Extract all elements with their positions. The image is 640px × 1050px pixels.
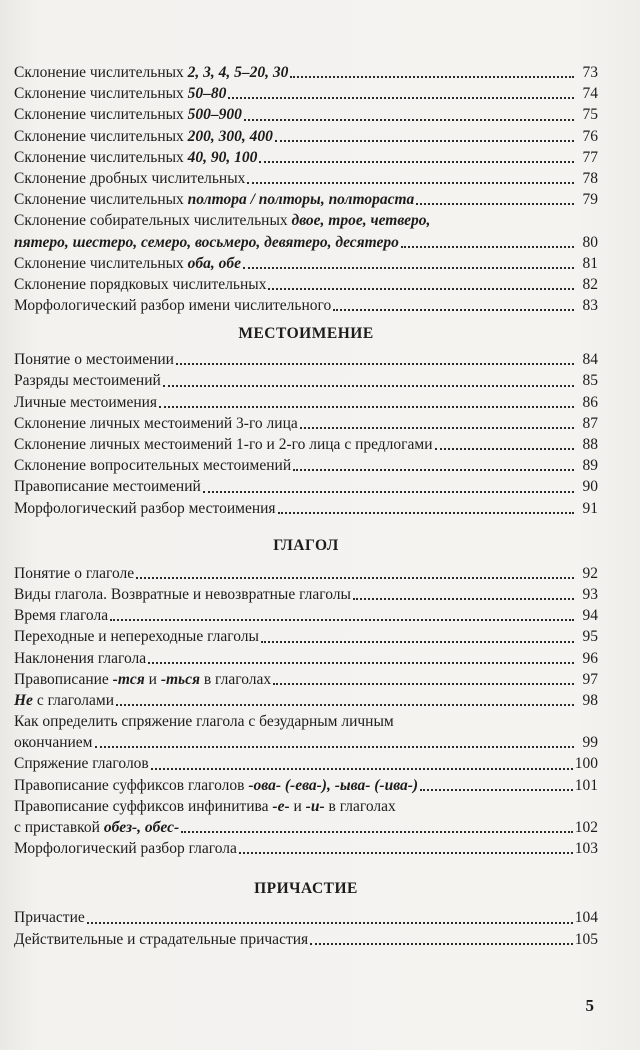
toc-entry <box>14 83 598 104</box>
dot-leader <box>151 768 573 770</box>
toc-entry-text: Личные местоимения <box>14 393 158 411</box>
toc-entry-title <box>14 295 331 316</box>
toc-entry-title <box>14 189 414 210</box>
toc-entry-title <box>14 796 396 817</box>
toc-entry-title <box>14 648 146 669</box>
toc-page-number: 76 <box>582 127 598 145</box>
dot-leader <box>163 385 574 387</box>
dot-leader <box>401 246 574 248</box>
toc-entry-emphasis: 2, 3, 4, 5–20, 30 <box>187 64 289 81</box>
toc-entry-text: Виды глагола. Возвратные и невозвратные глаголы <box>14 585 351 603</box>
dot-leader <box>310 943 573 945</box>
toc-page-number: 92 <box>582 564 598 582</box>
toc-page-number: 103 <box>574 840 598 858</box>
toc-entry <box>14 817 598 838</box>
toc-page-number: 85 <box>582 372 598 390</box>
dot-leader <box>435 448 575 450</box>
toc-entry-text: Морфологический разбор глагола <box>14 840 237 858</box>
toc-page-number: 104 <box>574 909 598 927</box>
toc-entry <box>14 796 598 817</box>
toc-entry-title <box>14 817 179 838</box>
toc-page-number: 102 <box>574 819 598 836</box>
toc-entry-text: Склонение числительных <box>14 148 188 166</box>
toc-entry-text: Правописание суффиксов инфинитива <box>14 797 273 815</box>
toc-entry <box>14 413 598 434</box>
dot-leader <box>116 704 574 706</box>
toc-page-number: 79 <box>582 191 598 209</box>
toc-entry-text: с глаголами <box>32 691 114 709</box>
toc-entry-text: Время глагола <box>14 607 109 625</box>
toc-entry-emphasis: 500–900 <box>187 106 242 124</box>
toc-entry-text: и <box>144 670 161 688</box>
toc-entry-title <box>14 605 108 626</box>
dot-leader <box>275 140 574 142</box>
toc-entry-emphasis: 40, 90, 100 <box>187 148 258 166</box>
dot-leader <box>87 922 573 924</box>
toc-entry-title <box>14 669 271 690</box>
toc-page-number: 97 <box>582 670 598 688</box>
toc-page-number: 95 <box>582 628 598 646</box>
toc-entry <box>14 775 598 796</box>
dot-leader <box>300 427 574 429</box>
toc-entry-title <box>14 753 149 774</box>
toc-entry-text: в глаголах <box>199 670 272 688</box>
toc-entry <box>14 605 598 626</box>
toc-page-number: 101 <box>574 776 598 794</box>
dot-leader <box>290 76 574 78</box>
toc-entry-title <box>14 476 201 497</box>
toc-page-number: 88 <box>582 436 598 453</box>
toc-entry-text: Правописание суффиксов глаголов <box>14 776 249 794</box>
toc-entry-text: Переходные и непереходные глаголы <box>14 628 259 646</box>
toc-entry-text: в глаголах <box>324 797 396 815</box>
toc-page-number: 84 <box>582 351 598 369</box>
toc-entry <box>14 455 598 476</box>
toc-entry-title <box>14 370 161 391</box>
toc-entry-text: Склонение числительных <box>14 106 188 124</box>
toc-entry-text: окончанием <box>14 734 93 752</box>
dot-leader <box>159 406 574 408</box>
toc-entry <box>14 104 598 125</box>
toc-entry-title <box>14 168 245 189</box>
toc-entry-title <box>14 626 259 647</box>
dot-leader <box>148 662 574 664</box>
toc-entry-text: Правописание <box>14 670 113 688</box>
toc-entry-text: Спряжение глаголов <box>14 755 149 773</box>
toc-entry-title <box>14 563 134 584</box>
toc-entry <box>14 711 598 732</box>
toc-entry-title <box>14 126 273 147</box>
toc-entry <box>14 147 598 168</box>
toc-page-number: 105 <box>574 930 598 948</box>
toc-entry-title <box>14 838 237 859</box>
toc-entry-title <box>14 147 257 168</box>
toc-entry <box>14 295 598 316</box>
section-heading: МЕСТОИМЕНИЕ <box>238 325 374 343</box>
dot-leader <box>278 512 574 514</box>
dot-leader <box>181 831 573 833</box>
toc-entry <box>14 434 598 455</box>
toc-entry <box>14 584 598 605</box>
toc-entry-title <box>14 929 308 950</box>
dot-leader <box>293 469 574 471</box>
toc-entry-text: Склонение дробных числительных <box>14 169 246 187</box>
toc-entry-text: Склонение числительных <box>14 127 188 145</box>
dot-leader <box>420 789 573 791</box>
dot-leader <box>244 119 574 121</box>
toc-page-number: 98 <box>582 691 598 709</box>
toc-entry-title <box>14 392 157 413</box>
toc-page-number: 78 <box>582 169 598 187</box>
toc-entry-emphasis: -ова- (-ева-), -ыва- (-ива-) <box>248 776 419 794</box>
toc-entry-text: Склонение порядковых числительных <box>14 275 267 293</box>
toc-entry <box>14 210 598 231</box>
toc-entry-text: Морфологический разбор имени числительного <box>14 297 332 315</box>
toc-entry-emphasis: оба, обе <box>187 254 242 272</box>
toc-entry <box>14 753 598 774</box>
dot-leader <box>247 182 574 184</box>
toc-entry-emphasis: 50–80 <box>187 85 227 103</box>
toc-entry-title <box>14 584 351 605</box>
toc-page-number: 74 <box>582 85 598 103</box>
dot-leader <box>273 683 574 685</box>
toc-entry <box>14 232 598 253</box>
toc-entry-text: Разряды местоимений <box>14 372 161 390</box>
toc-entry-title <box>14 349 174 370</box>
toc-entry <box>14 669 598 690</box>
toc-entry-emphasis: -и- <box>305 797 325 815</box>
toc-entry-emphasis: -ться <box>160 670 200 688</box>
table-of-contents <box>14 62 598 950</box>
dot-leader <box>95 746 575 748</box>
toc-page-number: 100 <box>574 755 598 773</box>
toc-entry <box>14 62 598 83</box>
toc-entry-text: Причастие <box>14 909 85 927</box>
dot-leader <box>353 598 574 600</box>
toc-entry-title <box>14 455 291 476</box>
dot-leader <box>228 97 574 99</box>
toc-entry <box>14 690 598 711</box>
toc-entry <box>14 253 598 274</box>
toc-entry-title <box>14 732 93 753</box>
toc-entry-text: Склонение числительных <box>14 64 188 81</box>
toc-page-number: 75 <box>582 106 598 124</box>
page-number: 5 <box>585 996 594 1015</box>
toc-page-number: 80 <box>582 233 598 251</box>
toc-entry-text: Склонение числительных <box>14 191 188 209</box>
toc-entry <box>14 626 598 647</box>
toc-entry-text: Понятие о глаголе <box>14 564 135 582</box>
toc-entry-title <box>14 690 114 711</box>
toc-entry-title <box>14 274 266 295</box>
toc-page-number: 90 <box>582 478 598 496</box>
toc-entry <box>14 274 598 295</box>
dot-leader <box>333 309 574 311</box>
toc-entry-emphasis: -тся <box>112 670 145 688</box>
toc-entry-text: Морфологический разбор местоимения <box>14 499 276 517</box>
dot-leader <box>136 577 574 579</box>
toc-entry-text: и <box>289 797 306 815</box>
section-heading: ПРИЧАСТИЕ <box>254 880 358 898</box>
toc-entry-emphasis: обез-, обес- <box>103 819 180 836</box>
dot-leader <box>261 641 574 643</box>
toc-page-number: 77 <box>582 148 598 166</box>
toc-entry-title <box>14 210 430 231</box>
toc-entry-text: Наклонения глагола <box>14 649 147 667</box>
toc-page-number: 99 <box>582 734 598 752</box>
toc-entry-emphasis: 200, 300, 400 <box>187 127 273 145</box>
toc-entry <box>14 732 598 753</box>
dot-leader <box>176 363 574 365</box>
toc-page-number: 83 <box>582 297 598 315</box>
toc-page-number: 89 <box>582 457 598 475</box>
toc-page-number: 91 <box>582 499 598 517</box>
dot-leader <box>203 491 574 493</box>
toc-page-number: 96 <box>582 649 598 667</box>
toc-entry-title <box>14 413 298 434</box>
toc-entry-text: Склонение числительных <box>14 85 188 103</box>
toc-entry-emphasis: Не <box>14 691 33 709</box>
toc-entry <box>14 907 598 928</box>
toc-page-number: 82 <box>582 275 598 293</box>
toc-entry-title <box>14 498 276 519</box>
toc-page-number: 73 <box>582 64 598 81</box>
toc-page-number: 94 <box>582 607 598 625</box>
toc-page-number: 87 <box>582 414 598 432</box>
toc-entry-text: Склонение личных местоимений 1-го и 2-го лица с предлогами <box>14 436 433 453</box>
toc-entry-text: Правописание местоимений <box>14 478 201 496</box>
dot-leader <box>243 267 574 269</box>
toc-entry <box>14 929 598 950</box>
toc-entry <box>14 370 598 391</box>
toc-entry-text: Склонение личных местоимений 3-го лица <box>14 414 298 432</box>
toc-entry-title <box>14 253 241 274</box>
section-heading: ГЛАГОЛ <box>273 536 339 554</box>
toc-entry-text: с приставкой <box>14 819 104 836</box>
toc-entry <box>14 498 598 519</box>
toc-entry <box>14 838 598 859</box>
dot-leader <box>239 852 573 854</box>
toc-entry-title <box>14 104 242 125</box>
toc-entry-title <box>14 907 85 928</box>
toc-entry-emphasis: пятеро, шестеро, семеро, восьмеро, девятеро, десятеро <box>14 233 399 251</box>
toc-entry-text: Понятие о местоимении <box>14 351 174 369</box>
toc-entry-title <box>14 434 433 455</box>
toc-page-number: 81 <box>582 254 598 272</box>
toc-entry-title <box>14 232 399 253</box>
toc-entry-text: Склонение вопросительных местоимений <box>14 457 292 475</box>
toc-entry <box>14 168 598 189</box>
toc-page-number: 86 <box>582 393 598 411</box>
toc-entry-title <box>14 775 418 796</box>
toc-entry <box>14 392 598 413</box>
toc-entry-title <box>14 83 226 104</box>
toc-entry <box>14 563 598 584</box>
toc-entry-text: Склонение числительных <box>14 254 188 272</box>
dot-leader <box>416 203 574 205</box>
toc-page-number: 93 <box>582 585 598 603</box>
toc-entry-emphasis: полтора / полторы, полтораста <box>187 191 415 209</box>
dot-leader <box>110 619 574 621</box>
toc-entry-emphasis: двое, трое, четверо, <box>291 212 431 230</box>
toc-entry-text: Склонение собирательных числительных <box>14 212 292 230</box>
toc-entry-text: Как определить спряжение глагола с безударным личным <box>14 713 394 731</box>
toc-entry-emphasis: -е- <box>272 797 290 815</box>
toc-entry-title <box>14 711 394 732</box>
toc-entry <box>14 189 598 210</box>
toc-entry <box>14 476 598 497</box>
dot-leader <box>259 161 574 163</box>
toc-entry <box>14 648 598 669</box>
dot-leader <box>268 288 574 290</box>
toc-entry <box>14 349 598 370</box>
toc-entry-title <box>14 62 288 83</box>
toc-entry <box>14 126 598 147</box>
toc-entry-text: Действительные и страдательные причастия <box>14 930 309 948</box>
